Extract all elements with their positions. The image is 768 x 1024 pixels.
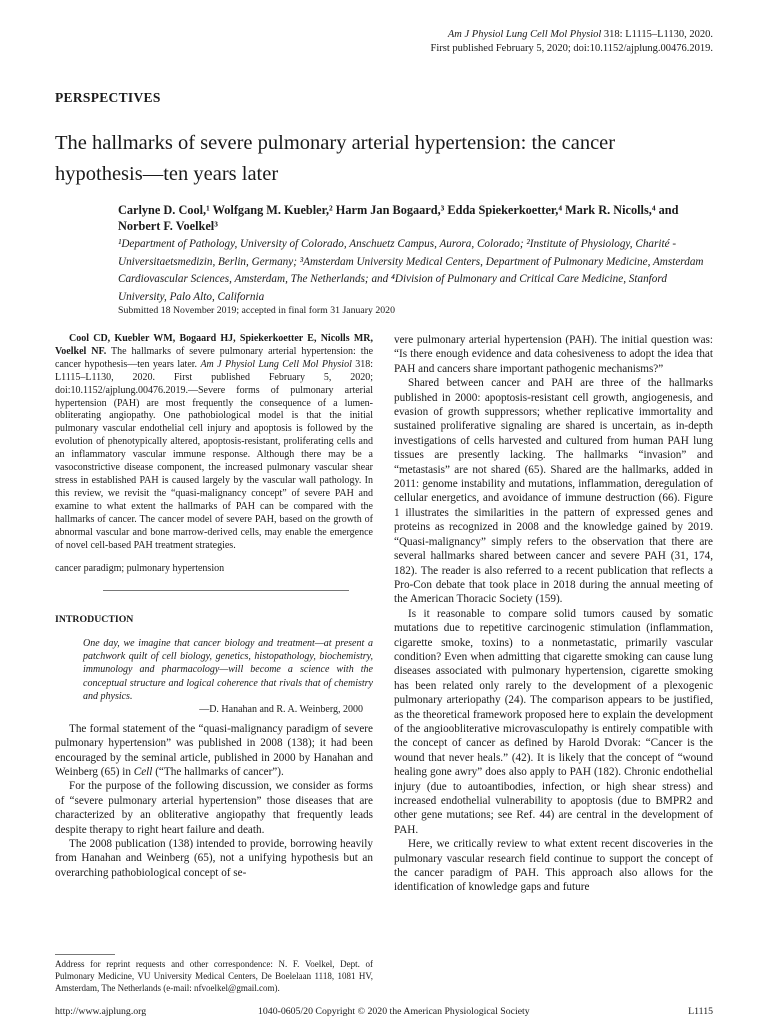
abstract-journal: Am J Physiol Lung Cell Mol Physiol [200, 358, 352, 370]
body-paragraph-review: Here, we critically review to what extent recent discoveries in the pulmonary vascular research field continue to support the concept of the cancer paradigm of PAH. This approach also allows for the identification of knowledge gaps and future [394, 838, 713, 894]
abstract [55, 333, 373, 552]
body-paragraph-comparison: Is it reasonable to compare solid tumors caused by somatic mutations due to repetitive carcinogenic stimulation (inflammation, cigarette smoke, toxins) to a nonmetastatic, primarily vascular condition? Even when admitting that cigarette smoking can cause lung diseases associated with pulmonary hypertension, cigarette smoking has been related only rarely to the development of a plexogenic pulmonary arteriopathy (24). The comparison appears to be justified, as the theoretical framework proposed here to explain the development of the angioobliterative microvasculopathy is entirely compatible with the concept of cancer as defined by Harold Dvorak: “Cancer is the wound that never heals.” (42). It is likely that the concept of “wound healing gone awry” does also apply to PAH (182). Chronic endothelial injury (due to autoantibodies, infection, or high shear stress) and increased endothelial vulnerability to apoptosis (due to BMPR2 and other gene mutations; see Ref. 44) are central in the development of PAH. [394, 607, 713, 836]
journal-citation [293, 28, 713, 42]
body-paragraph-continued: vere pulmonary arterial hypertension (PAH). The initial question was: “Is there enough evidence and data cohesiveness to adopt the idea that PAH and cancers share important pathogenic mechanisms?” [394, 334, 713, 375]
keywords: cancer paradigm; pulmonary hypertension [55, 563, 225, 575]
intro-paragraph-3: The 2008 publication (138) intended to provide, borrowing heavily from Hanahan and Weinberg (65), not a unifying hypothesis but an overarching pathobiological concept of se- [55, 837, 373, 879]
abstract-citation-authors: Cool CD, Kuebler WM, Bogaard HJ, Spiekerkoetter E, Nicolls MR, Voelkel NF. [55, 333, 373, 357]
epigraph-attribution: —D. Hanahan and R. A. Weinberg, 2000 [199, 703, 363, 715]
journal-volume: 318: L1115–L1130, 2020. [601, 29, 713, 40]
section-label: PERSPECTIVES [55, 90, 161, 105]
abstract-citation-title: The hallmarks of severe pulmonary arterial hypertension: the cancer hypothesis—ten years later. [55, 345, 374, 370]
abstract-text [55, 333, 373, 552]
epigraph-quote: One day, we imagine that cancer biology and treatment—at present a patchwork quilt of cell biology, genetics, histopathology, biochemistry, immunology and pharmacology—will become a science with the conceptual structure and logical coherence that rivals that of chemistry and physics. [83, 638, 373, 702]
journal-header [293, 28, 713, 56]
intro-journal-cell: Cell [133, 765, 153, 778]
body-paragraph-hallmarks: Shared between cancer and PAH are three of the hallmarks published in 2000: apoptosis-resistant cell growth, angiogenesis, and evasion of growth suppressors; whether replicative immortality and sustained proliferative signaling are shared is uncertain, as in-depth investigations of cells harvested and cultured from human PAH lung tissues are presently lacking. The hallmarks “invasion” and “metastasis” are not shared (65). Shared are the hallmarks, added in 2011: genome instability and mutations, inflammation, deregulation of cellular energetics, and avoidance of immune destruction (66). Figure 1 illustrates the similarities in the pattern of expressed genes and proteins as recognized in 2008 and the knowledge gained by 2019. “Quasi-malignancy” simply refers to the observation that there are several hallmarks shared between cancer and severe PAH (31, 174, 182). The reader is also referred to a recent publication that reflects a Pro-Con debate that took place in 2018 during the annual meeting of the American Thoracic Society (159). [394, 377, 713, 606]
submission-dates: Submitted 18 November 2019; accepted in final form 31 January 2020 [118, 305, 395, 316]
intro-paragraph-2: For the purpose of the following discussion, we consider as forms of “severe pulmonary arterial hypertension” those diseases that are characterized by an obliterative angiopathy that frequently leads despite therapy to right heart failure and death. [55, 780, 373, 836]
publication-info: First published February 5, 2020; doi:10.1152/ajplung.00476.2019. [430, 43, 713, 54]
footer-copyright: 1040-0605/20 Copyright © 2020 the American Physiological Society [258, 1006, 530, 1017]
article-title: The hallmarks of severe pulmonary arterial hypertension: the cancer hypothesis—ten years later [55, 132, 616, 185]
right-column [394, 333, 713, 895]
correspondence-note: Address for reprint requests and other correspondence: N. F. Voelkel, Dept. of Pulmonary Medicine, VU University Medical Centers, De Boelelaan 1118, 1081 HV, Amsterdam, The Netherlands (e-mail: nfvoelkel@gmail.com). [55, 959, 373, 993]
left-column [55, 333, 373, 880]
intro-paragraph-1 [55, 722, 373, 780]
intro-paragraph-1-end: (“The hallmarks of cancer”). [152, 765, 284, 778]
intro-paragraph-1-text: The formal statement of the “quasi-malignancy paradigm of severe pulmonary hypertension” was published in 2008 (138); it had been encouraged by the seminal article, published in 2000 by Hanahan and Weinberg (65) in [55, 722, 373, 778]
section-divider [103, 590, 349, 591]
affiliations: ¹Department of Pathology, University of Colorado, Anschuetz Campus, Aurora, Colorado; ²Institute of Physiology, Charité - Universitaetsmedizin, Berlin, Germany; ³Amsterdam University Medical Centers, Department of Pulmonary Medicine, Amsterdam Cardiovascular Sciences, Amsterdam, The Netherlands; and ⁴Division of Pulmonary and Critical Care Medicine, Stanford University, Palo Alto, California [118, 238, 704, 303]
author-list: Carlyne D. Cool,¹ Wolfgang M. Kuebler,² Harm Jan Bogaard,³ Edda Spiekerkoetter,⁴ Mark R. Nicolls,⁴ and Norbert F. Voelkel³ [118, 203, 679, 233]
page-number: L1115 [688, 1006, 713, 1017]
footnote-rule [55, 954, 115, 955]
introduction-heading: INTRODUCTION [55, 613, 134, 625]
footer-url[interactable]: http://www.ajplung.org [55, 1006, 147, 1017]
abstract-body: 318: L1115–L1130, 2020. First published February 5, 2020; doi:10.1152/ajplung.00476.2019.—Severe forms of pulmonary arterial hypertension (PAH) are most frequently the consequence of a lumen-obliterating angiopathy. One pathobiological model is that the initial pulmonary vascular endothelial cell injury and apoptosis is followed by the evolution of phenotypically altered, apoptosis-resistant, proliferating cells and an inflammatory vascular immune response. Although there may be a vasoconstrictive disease component, the increased pulmonary vascular shear stress in established PAH is caused largely by the vascular wall pathology. In this review, we revisit the “quasi-malignancy concept” of severe PAH and examine to what extent the hallmarks of PAH can be compared with the hallmarks of cancer. The cancer model of severe PAH, based on the growth of abnormal vascular and bone marrow-derived cells, may enable the emergence of novel cell-based PAH treatment strategies. [55, 358, 374, 551]
journal-name: Am J Physiol Lung Cell Mol Physiol [447, 29, 602, 40]
